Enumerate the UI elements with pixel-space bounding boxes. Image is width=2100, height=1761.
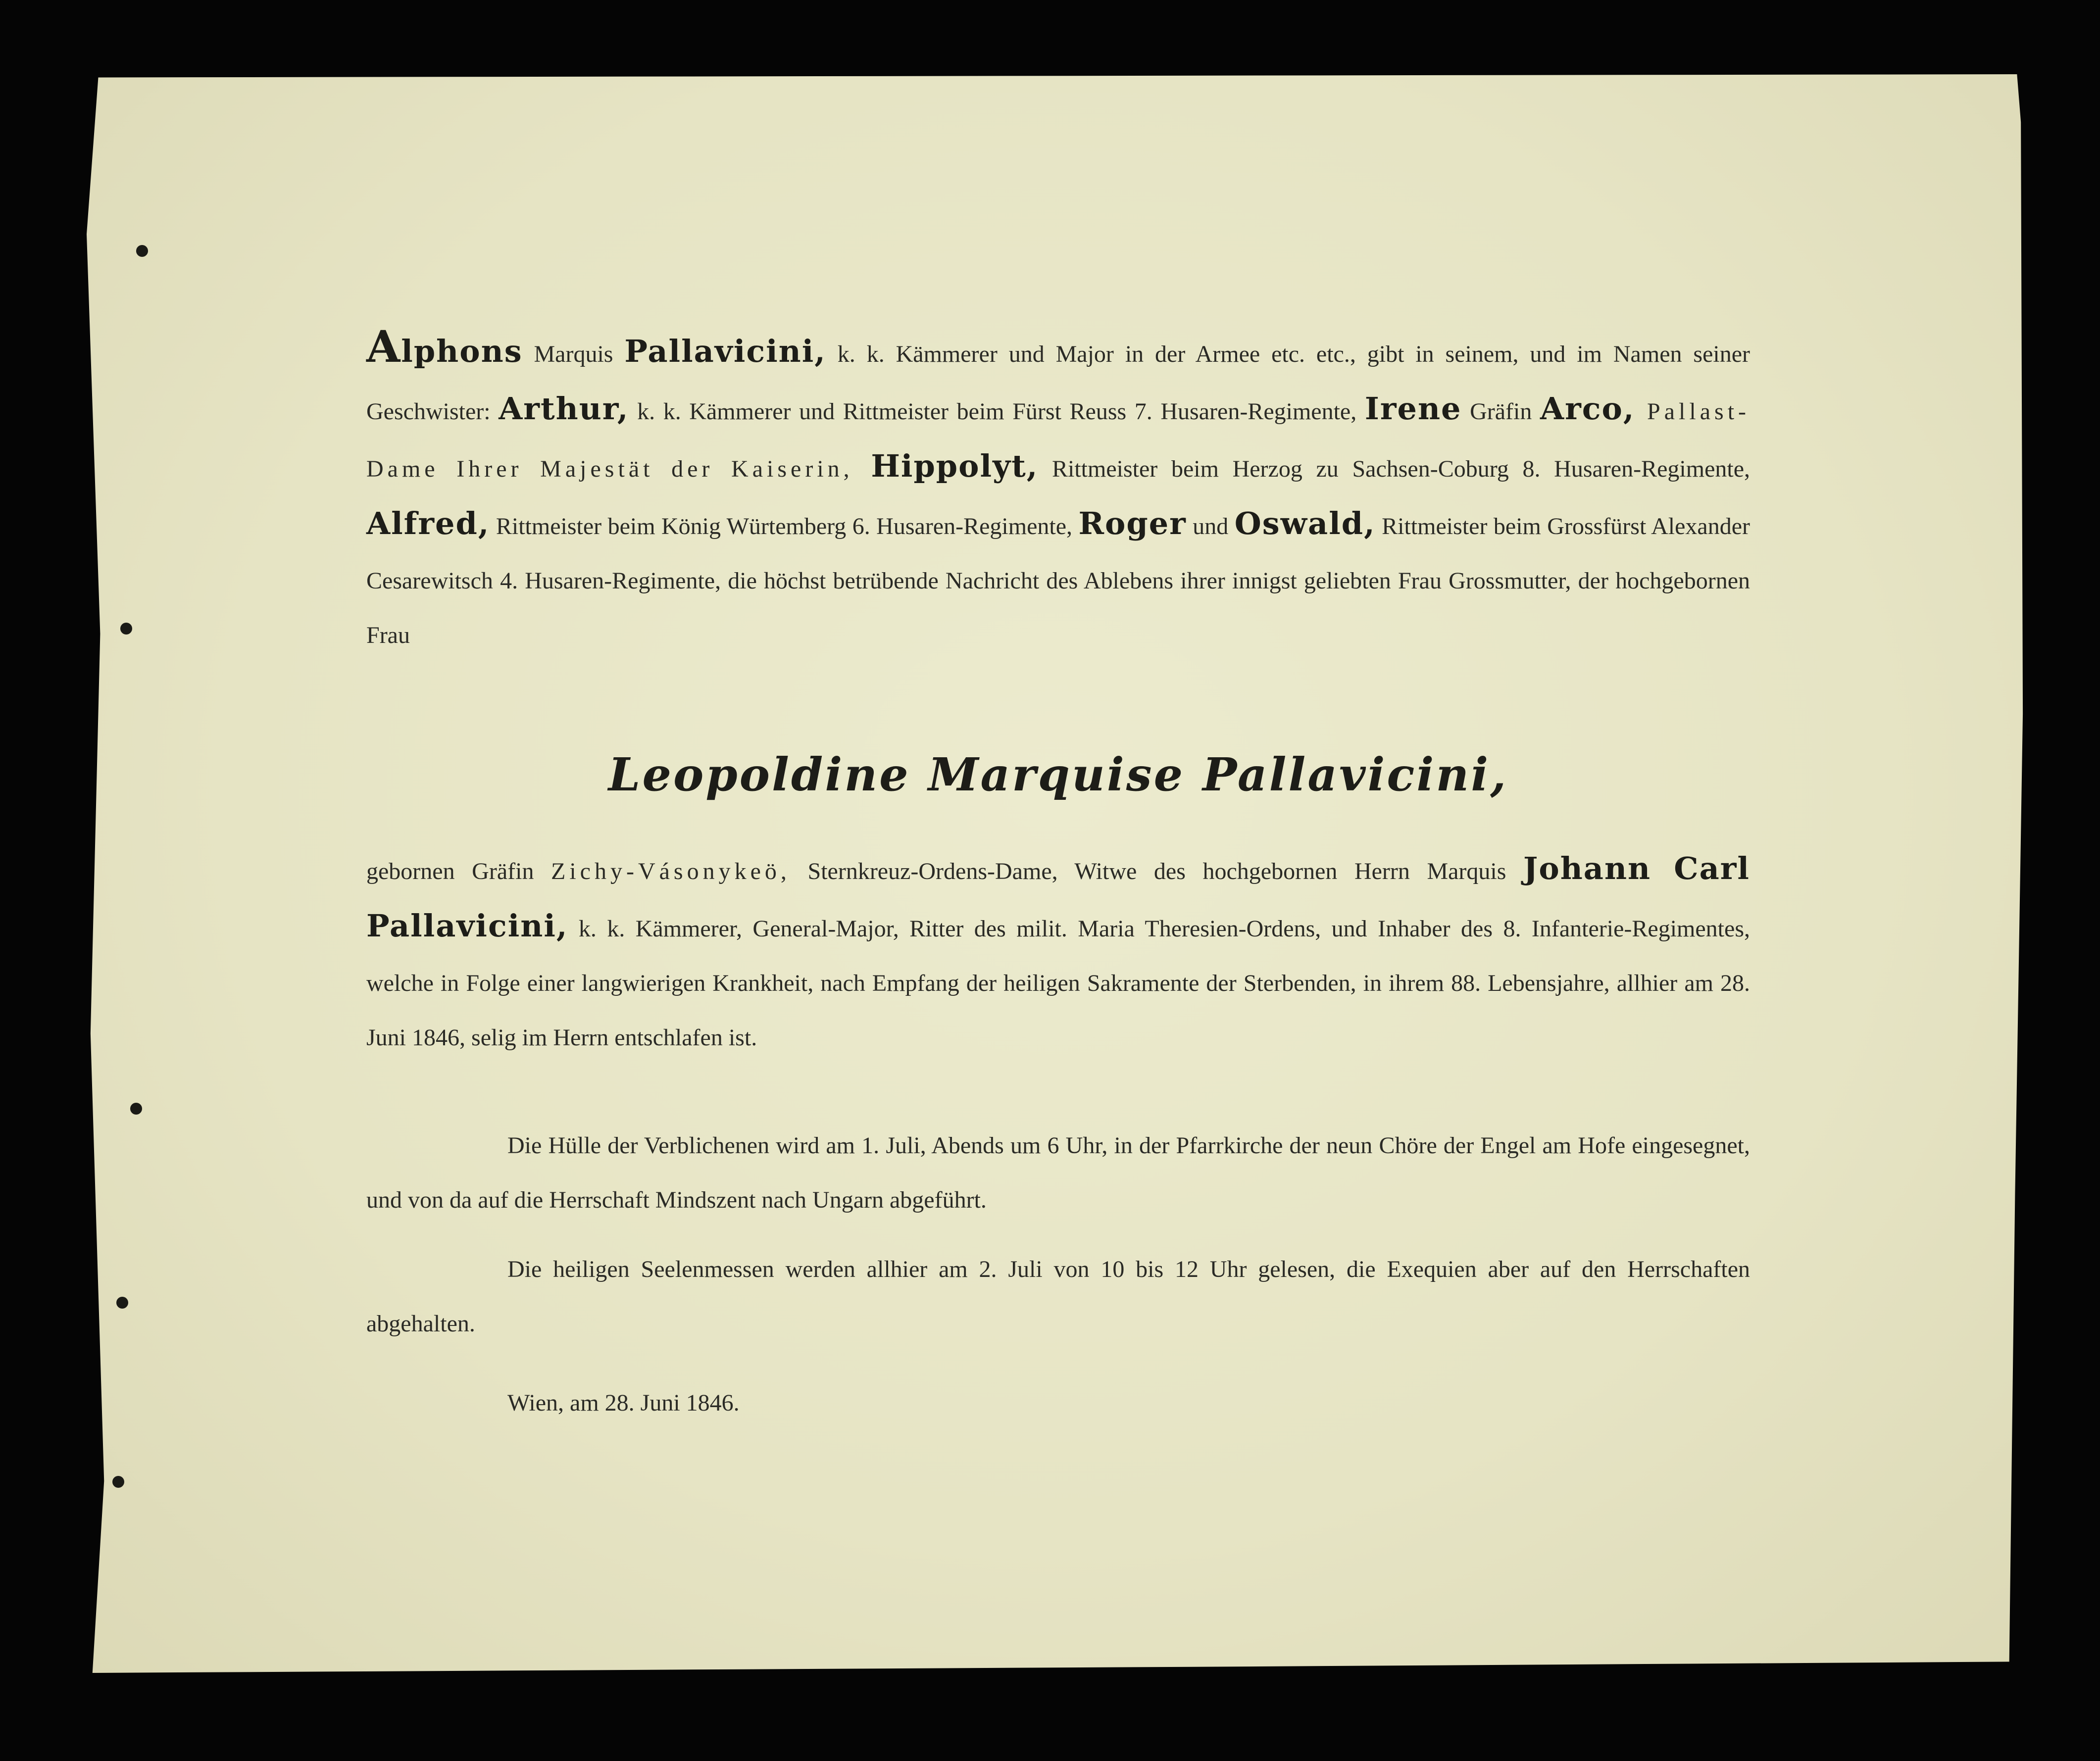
binding-hole bbox=[136, 245, 148, 257]
funeral-info bbox=[366, 1119, 1750, 1227]
deceased-heading bbox=[366, 745, 1750, 804]
binding-hole bbox=[120, 623, 132, 635]
name-oswald: Oswald, bbox=[1234, 505, 1376, 541]
name-arco: Arco, bbox=[1540, 391, 1635, 427]
biography-paragraph: gebornen Gräfin Zichy-Vásonykeö, Sternkreuz-Ordens-Dame, Witwe des hochgebornen Herrn Marquis Johann Carl Pallavicini, k. k. Kämmerer, General-Major, Ritter des milit. Maria Theresien-Ordens, und Inhaber des 8. Infanterie-Regimentes, welche in Folge einer langwierigen Krankheit, nach Empfang der heiligen Sakramente der Sterbenden, in ihrem 88. Lebensjahre, allhier am 28. Juni 1846, selig im Herrn entschlafen ist. bbox=[366, 850, 1750, 1051]
name-zichy: Zichy-Vásonykeö, bbox=[551, 858, 791, 884]
funeral-paragraph: Die Hülle der Verblichenen wird am 1. Juli, Abends um 6 Uhr, in der Pfarrkirche der neun Chöre der Engel am Hofe eingesegnet, und von da auf die Herrschaft Mindszent nach Ungarn abgeführt. bbox=[366, 1132, 1750, 1213]
binding-hole bbox=[116, 1297, 128, 1309]
place-date: Wien, am 28. Juni 1846. bbox=[507, 1390, 740, 1416]
binding-hole bbox=[112, 1476, 124, 1488]
name-roger: Roger bbox=[1078, 505, 1187, 541]
name-irene: Irene bbox=[1364, 391, 1462, 427]
name-hippolyt: Hippolyt, bbox=[871, 448, 1039, 484]
mass-info bbox=[366, 1242, 1750, 1351]
binding-hole bbox=[130, 1103, 142, 1115]
name-arthur: Arthur, bbox=[499, 391, 629, 427]
biography-body bbox=[366, 841, 1750, 1065]
place-date-block bbox=[366, 1376, 1750, 1430]
deceased-name: Leopoldine Marquise Pallavicini, bbox=[608, 748, 1508, 801]
name-alfred: Alfred, bbox=[366, 505, 490, 541]
announcement-body bbox=[366, 319, 1750, 663]
announcement-paragraph: Alphons Marquis Pallavicini, k. k. Kämmerer und Major in der Armee etc. etc., gibt in seinem, und im Namen seiner Geschwister: Arthur, k. k. Kämmerer und Rittmeister beim Fürst Reuss 7. Husaren-Regimente, Irene Gräfin Arco, Pallast-Dame Ihrer Majestät der Kaiserin, Hippolyt, Rittmeister beim Herzog zu Sachsen-Coburg 8. Husaren-Regimente, Alfred, Rittmeister beim König Würtemberg 6. Husaren-Regimente, Roger und Oswald, Rittmeister beim Grossfürst Alexander Cesarewitsch 4. Husaren-Regimente, die höchst betrübende Nachricht des Ablebens ihrer innigst geliebten Frau Grossmutter, der hochgebornen Frau bbox=[366, 321, 1750, 648]
name-alphons: Alphons bbox=[366, 321, 523, 372]
mass-paragraph: Die heiligen Seelenmessen werden allhier am 2. Juli von 10 bis 12 Uhr gelesen, die Exequien aber auf den Herrschaften abgehalten. bbox=[366, 1256, 1750, 1337]
name-pallavicini: Pallavicini, bbox=[624, 333, 826, 369]
name-johann-carl: Johann Carl Pallavicini, bbox=[366, 850, 1750, 944]
